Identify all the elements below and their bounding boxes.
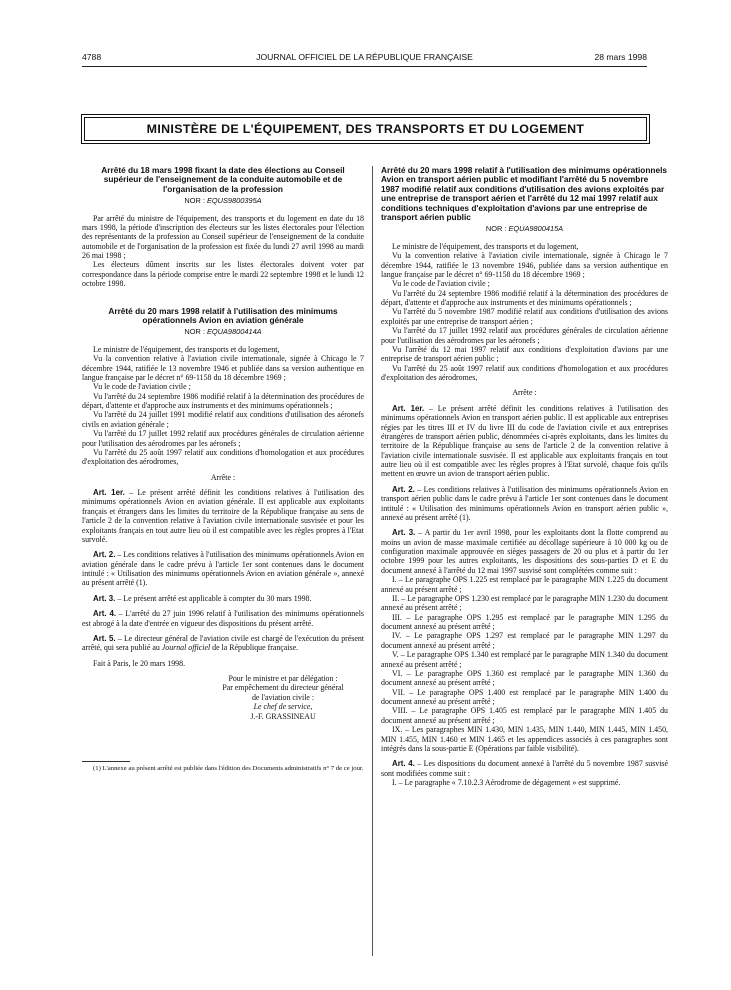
nor-code: EQUS9800395A bbox=[206, 196, 262, 206]
decree-title: Arrêté du 20 mars 1998 relatif à l'utilisation des minimums opérationnels Avion en aviation générale bbox=[108, 305, 338, 325]
signature-line: Le chef de service, bbox=[253, 702, 313, 712]
page-number: 4788 bbox=[82, 52, 102, 62]
decree-transport-aerien bbox=[381, 166, 668, 787]
nor-reference: NOR : EQUS9800395A bbox=[184, 196, 262, 206]
footnote: (1) L'annexe au présent arrêté est publiée dans l'édition des Documents administratifs n° 7 de ce jour. bbox=[93, 764, 364, 772]
decree-title: Arrêté du 18 mars 1998 fixant la date des élections au Conseil supérieur de l'enseignement de la conduite automobile et de l'organisation de la profession bbox=[101, 165, 345, 194]
journal-officiel: Journal officiel bbox=[161, 643, 211, 653]
page-header bbox=[82, 52, 647, 64]
paragraph: Vu l'arrêté du 24 juillet 1991 modifié relatif aux conditions d'utilisation des aéronefs civils en aviation générale ; bbox=[82, 410, 364, 429]
decree-title: Arrêté du 20 mars 1998 relatif à l'utilisation des minimums opérationnels Avion en transport aérien public et modifiant l'arrêté du 5 novembre 1987 modifié relatif aux conditions d'utilisation des avions exploités par une entreprise de transport aérien et l'arrêté du 12 mai 1997 relatif aux conditions techniques d'exploitation d'avions par une entreprise de transport aérien public bbox=[381, 165, 668, 223]
arrete-heading: Arrête : bbox=[512, 388, 537, 398]
article-3-item: I. – Le paragraphe OPS 1.225 est remplacé par le paragraphe MIN 1.225 du document annexé au présent arrêté ; bbox=[381, 575, 668, 594]
article-1: Art. 1er. – Le présent arrêté définit les conditions relatives à l'utilisation des minimums opérationnels Avion en transport aérien public. Il est applicable aux entreprises régies par les titres III et IV du livre III du code de l'aviation civile et aux entreprises étrangères de transport aérien public, dénommées ci-après exploitants, dans les limites du territoire de la République française au sens de l'article 2 de la convention relative à l'aviation civile internationale susvisée. Il est applicable aux exploitants français en tout autre lieu où il est compatible avec les règles propres à l'Etat survolé, chaque fois qu'ils mettent en œuvre un avion de transport aérien public. bbox=[381, 403, 668, 479]
nor-reference: NOR : EQUA9800415A bbox=[485, 224, 564, 234]
signature-line: Par empêchement du directeur général bbox=[222, 683, 344, 693]
article-2: Art. 2. – Les conditions relatives à l'utilisation des minimums opérationnels Avion en transport aérien public dans le cadre prévu à l'article 1er sont contenues dans le document intitulé : « Utilisation des minimums opérationnels Avion en transport aérien public », annexé au présent arrêté (1). bbox=[381, 484, 668, 522]
signatory-name: J.-F. GRASSINEAU bbox=[250, 711, 316, 721]
paragraph: Vu la convention relative à l'aviation civile internationale, signée à Chicago le 7 décembre 1944, ratifiée le 13 novembre 1946 et publiée dans sa version authentique en langue française par le décret n° 69-1158 du 18 décembre 1969 ; bbox=[82, 354, 364, 382]
article-3-item: V. – Le paragraphe OPS 1.340 est remplacé par le paragraphe MIN 1.340 du document annexé au présent arrêté ; bbox=[381, 650, 668, 669]
article-3: Art. 3. – A partir du 1er avril 1998, pour les exploitants dont la flotte comprend au moins un avion de masse maximale certifiée au décollage supérieure à 10 000 kg ou de configuration maximale approuvée en sièges passagers de 20 ou plus et à partir du 1er octobre 1999 pour les autres exploitants, les dispositions des sous-parties D et E du document annexé à l'arrêté du 12 mai 1997 susvisé sont complétées comme suit : bbox=[381, 528, 668, 575]
article-4: Art. 4. – Les dispositions du document annexé à l'arrêté du 5 novembre 1987 susvisé sont modifiées comme suit : bbox=[381, 759, 668, 778]
ministry-heading: MINISTÈRE DE L'ÉQUIPEMENT, DES TRANSPORTS ET DU LOGEMENT bbox=[84, 117, 647, 141]
paragraph: Vu la convention relative à l'aviation civile internationale, signée à Chicago le 7 décembre 1944, ratifiée le 13 novembre 1946, publiée dans sa version authentique en langue française par le décret n° 69-1158 du 18 décembre 1969 ; bbox=[381, 251, 668, 279]
paragraph: Vu l'arrêté du 17 juillet 1992 relatif aux procédures générales de circulation aérienne pour l'utilisation des aérodromes par les aéronefs ; bbox=[82, 429, 364, 448]
nor-code: EQUA9800415A bbox=[508, 224, 564, 234]
column-divider bbox=[372, 166, 373, 956]
paragraph: Vu l'arrêté du 12 mai 1997 relatif aux conditions d'exploitation d'avions par une entreprise de transport aérien public ; bbox=[381, 344, 668, 364]
signature-line: Pour le ministre et par délégation : bbox=[228, 674, 338, 684]
paragraph: Vu l'arrêté du 17 juillet 1992 relatif aux procédures générales de circulation aérienne pour l'utilisation des aérodromes par les aéronefs ; bbox=[381, 326, 668, 345]
paragraph: Par arrêté du ministre de l'équipement, des transports et du logement en date du 18 mars 1998, la période d'inscription des électeurs sur les listes électorales pour l'élection des représentants de la profession au Conseil supérieur de l'enseignement de la conduite automobile et de l'organisation de la profession est fixée du lundi 27 avril 1998 au mardi 26 mai 1998 ; bbox=[82, 213, 364, 261]
article-4-item: I. – Le paragraphe « 7.10.2.3 Aérodrome de dégagement » est supprimé. bbox=[392, 778, 621, 788]
nor-code: EQUA9800414A bbox=[206, 327, 262, 337]
paragraph: Vu l'arrêté du 5 novembre 1987 modifié relatif aux conditions d'utilisation des avions exploités par une entreprise de transport aérien ; bbox=[381, 307, 668, 326]
paragraph: Vu le code de l'aviation civile ; bbox=[392, 279, 490, 289]
decree-elections bbox=[82, 166, 364, 289]
article-3-item: III. – Le paragraphe OPS 1.295 est remplacé par le paragraphe MIN 1.295 du document annexé au présent arrêté ; bbox=[381, 612, 668, 632]
article-3-item: IV. – Le paragraphe OPS 1.297 est remplacé par le paragraphe MIN 1.297 du document annexé au présent arrêté ; bbox=[381, 631, 668, 650]
article-3-item: VII. – Le paragraphe OPS 1.400 est remplacé par le paragraphe MIN 1.400 du document annexé au présent arrêté ; bbox=[381, 687, 668, 707]
right-column bbox=[381, 166, 668, 787]
issue-date: 28 mars 1998 bbox=[594, 52, 647, 62]
article-3: Art. 3. – Le présent arrêté est applicable à compter du 30 mars 1998. bbox=[93, 593, 312, 603]
article-2: Art. 2. – Les conditions relatives à l'utilisation des minimums opérationnels Avion en aviation générale dans le cadre prévu à l'article 1er sont contenues dans le document intitulé : « Utilisation des minimums opérationnels Avion en aviation générale », annexé au présent arrêté (1). bbox=[82, 550, 364, 588]
arrete-heading: Arrête : bbox=[210, 472, 236, 482]
article-1: Art. 1er. – Le présent arrêté définit les conditions relatives à l'utilisation des minimums opérationnels Avion en aviation générale. Il est applicable aux exploitants français et étrangers dans les limites du territoire de la République française au sens de l'article 2 de la convention relative à l'aviation civile internationale susvisée et pour les exploitants français en tout autre lieu où il est compatible avec les règles propres à l'Etat survolé. bbox=[82, 488, 364, 544]
nor-reference: NOR : EQUA9800414A bbox=[184, 327, 262, 337]
journal-title: JOURNAL OFFICIEL DE LA RÉPUBLIQUE FRANÇAISE bbox=[256, 52, 473, 62]
article-3-item: VIII. – Le paragraphe OPS 1.405 est remplacé par le paragraphe MIN 1.405 du document annexé au présent arrêté ; bbox=[381, 706, 668, 725]
fait-a-paris: Fait à Paris, le 20 mars 1998. bbox=[93, 658, 186, 668]
paragraph: Vu l'arrêté du 25 août 1997 relatif aux conditions d'homologation et aux procédures d'exploitation des aérodromes, bbox=[82, 447, 364, 467]
header-rule bbox=[82, 66, 647, 67]
paragraph: Vu l'arrêté du 25 août 1997 relatif aux conditions d'homologation et aux procédures d'exploitation des aérodromes, bbox=[381, 363, 668, 383]
paragraph: Les électeurs dûment inscrits sur les listes électorales doivent voter par correspondance dans la période comprise entre le mardi 22 septembre 1998 et le lundi 12 octobre 1998. bbox=[82, 260, 364, 289]
article-3-item: II. – Le paragraphe OPS 1.230 est remplacé par le paragraphe MIN 1.230 du document annexé au présent arrêté ; bbox=[381, 593, 668, 613]
paragraph: Le ministre de l'équipement, des transports et du logement, bbox=[392, 241, 579, 251]
article-3-item: VI. – Le paragraphe OPS 1.360 est remplacé par le paragraphe MIN 1.360 du document annexé au présent arrêté ; bbox=[381, 668, 668, 688]
paragraph: Le ministre de l'équipement, des transports et du logement, bbox=[93, 344, 280, 354]
article-3-item: IX. – Les paragraphes MIN 1.430, MIN 1.435, MIN 1.440, MIN 1.445, MIN 1.450, MIN 1.455, MIN 1.460 et MIN 1.465 et les appendices associés à ces paragraphes sont intégrés dans la sous-partie E (Opérations par faible visibilité). bbox=[381, 725, 668, 753]
footnote-rule bbox=[82, 761, 130, 762]
left-column bbox=[82, 166, 364, 773]
paragraph: Vu l'arrêté du 24 septembre 1986 modifié relatif à la détermination des procédures de départ, d'attente et d'approche aux instruments et des minimums opérationnels ; bbox=[381, 288, 668, 308]
paragraph: Vu l'arrêté du 24 septembre 1986 modifié relatif à la détermination des procédures de départ, d'attente et d'approche aux instruments et des minimums opérationnels ; bbox=[82, 391, 364, 411]
article-5: Art. 5. – Le directeur général de l'aviation civile est chargé de l'exécution du présent arrêté, qui sera publié au Journal officiel de la République française. bbox=[82, 633, 364, 653]
signature-line: de l'aviation civile : bbox=[251, 692, 315, 702]
paragraph: Vu le code de l'aviation civile ; bbox=[93, 382, 191, 392]
article-4: Art. 4. – L'arrêté du 27 juin 1996 relatif à l'utilisation des minimums opérationnels est abrogé à la date d'entrée en vigueur des dispositions du présent arrêté. bbox=[82, 609, 364, 628]
decree-aviation-generale bbox=[82, 307, 364, 773]
